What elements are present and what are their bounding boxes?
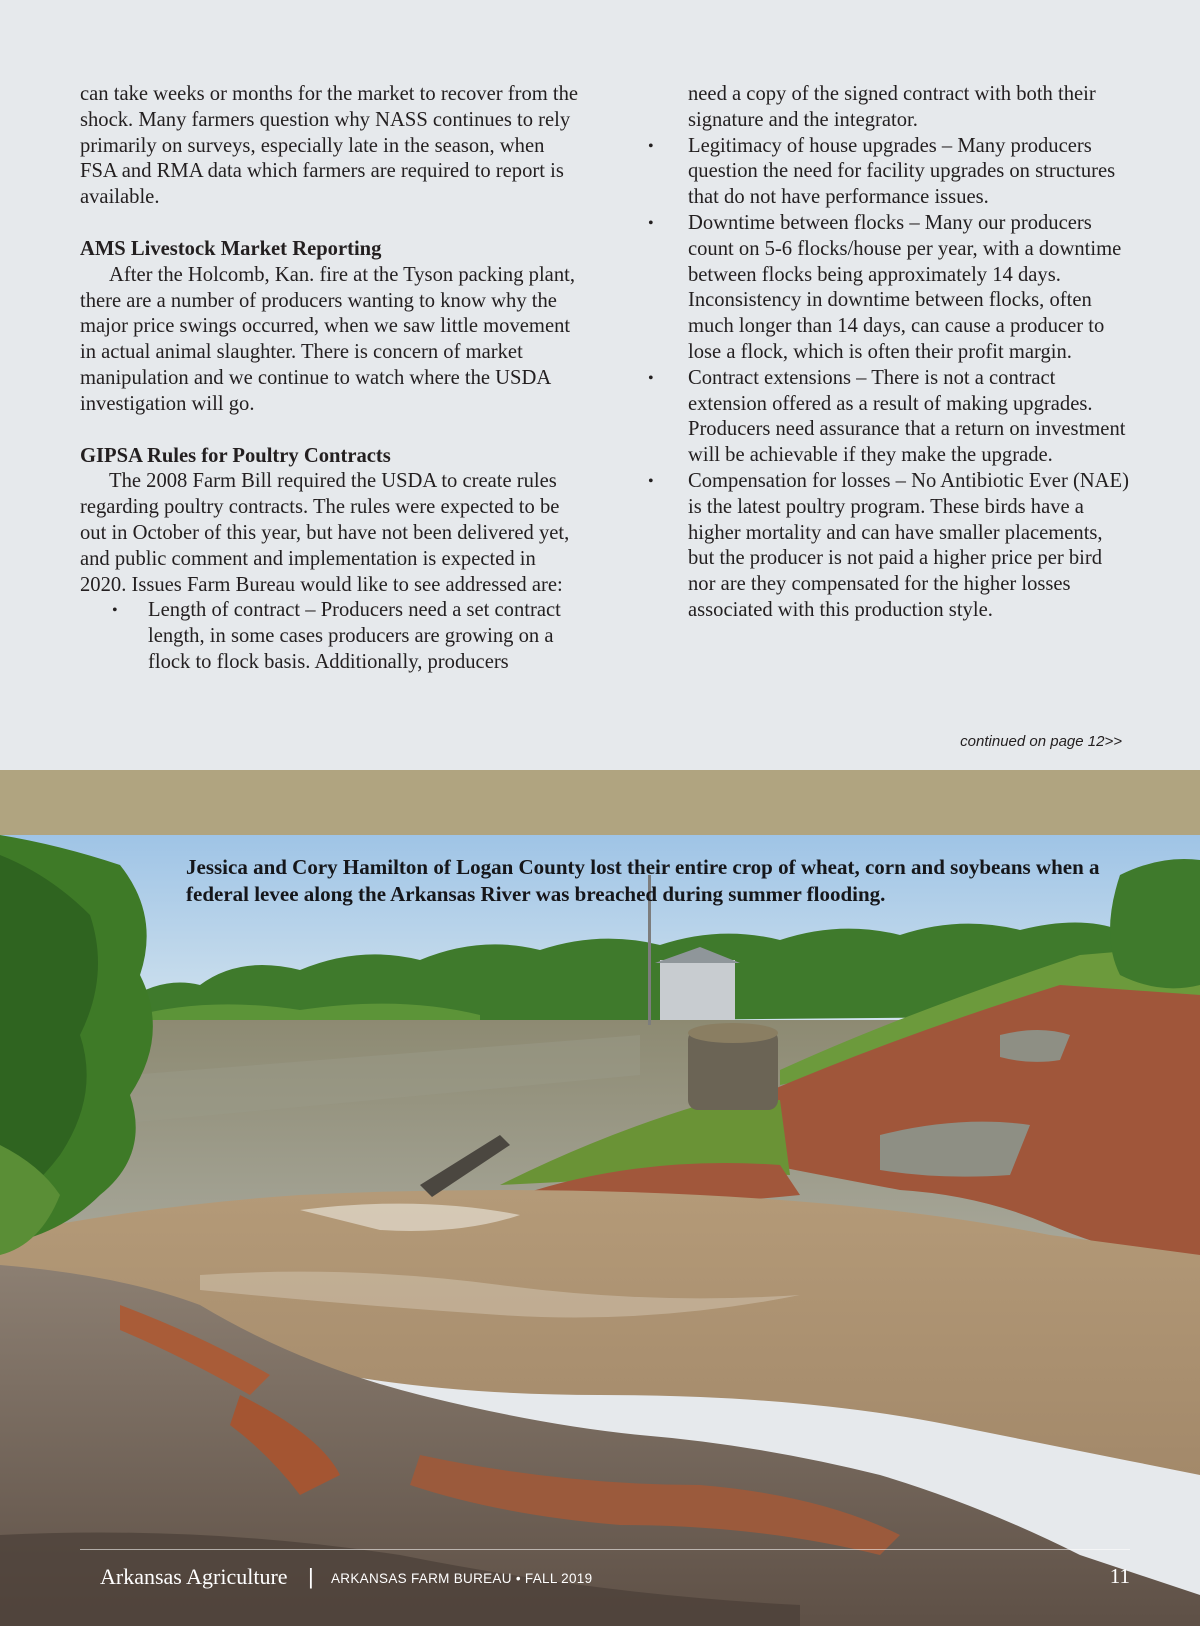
left-bullet-list	[80, 598, 580, 675]
list-item: • Compensation for losses – No Antibiotic Ever (NAE) is the latest poultry program. These birds have a higher mortality and can have smaller placements, but the producer is not paid a higher price per bird nor are they compensated for the higher losses associated with this production style.	[648, 469, 1129, 621]
ams-heading: AMS Livestock Market Reporting	[80, 237, 382, 260]
photo-caption: Jessica and Cory Hamilton of Logan County lost their entire crop of wheat, corn and soybeans when a federal levee along the Arkansas River was breached during summer flooding.	[186, 855, 1100, 906]
page-footer	[100, 1564, 1130, 1598]
footer-separator: |	[308, 1564, 314, 1589]
bullet-icon: •	[648, 472, 654, 490]
intro-paragraph: can take weeks or months for the market to recover from the shock. Many farmers question why NASS continues to rely primarily on surveys, especially late in the season, when FSA and RMA data which farmers are required to report is available.	[80, 83, 579, 209]
gipsa-heading: GIPSA Rules for Poultry Contracts	[80, 444, 391, 467]
left-column	[80, 82, 580, 676]
bullet-icon: •	[648, 214, 654, 232]
bullet-icon: •	[648, 137, 654, 155]
list-item: • Legitimacy of house upgrades – Many producers question the need for facility upgrades on structures that do not have performance issues.	[648, 134, 1116, 209]
bullet-icon: •	[648, 369, 654, 387]
levee-breach-photo	[0, 835, 1200, 1626]
list-item-continuation: need a copy of the signed contract with both their signature and the integrator.	[688, 83, 1096, 131]
right-bullet-list	[640, 82, 1130, 624]
magazine-title: Arkansas Agriculture	[100, 1564, 288, 1589]
footer-rule	[80, 1549, 1130, 1550]
bullet-icon: •	[112, 602, 118, 620]
publication-issue: ARKANSAS FARM BUREAU • FALL 2019	[331, 1571, 593, 1586]
gipsa-paragraph: The 2008 Farm Bill required the USDA to create rules regarding poultry contracts. The rules were expected to be out in October of this year, but have not been delivered yet, and public comment and implementation is expected in 2020. Issues Farm Bureau would like to see addressed are:	[80, 470, 570, 596]
page-number: 11	[1109, 1564, 1130, 1588]
divider-band	[0, 770, 1200, 835]
list-item: • Length of contract – Producers need a set contract length, in some cases producers are growing on a flock to flock basis. Additionally, producers	[112, 599, 561, 673]
right-column	[640, 82, 1130, 624]
list-item: • Downtime between flocks – Many our producers count on 5-6 flocks/house per year, with a downtime between flocks being approximately 14 days. Inconsistency in downtime between flocks, often much longer than 14 days, can cause a producer to lose a flock, which is often their profit margin.	[648, 211, 1122, 363]
list-item: • Contract extensions – There is not a contract extension offered as a result of making upgrades. Producers need assurance that a return on investment will be achievable if they make the upgrade.	[648, 366, 1126, 467]
article-section	[0, 0, 1200, 770]
continued-link[interactable]: continued on page 12>>	[960, 733, 1122, 750]
ams-paragraph: After the Holcomb, Kan. fire at the Tyson packing plant, there are a number of producers wanting to know why the major price swings occurred, when we saw little movement in actual animal slaughter. There is concern of market manipulation and we continue to watch where the USDA investigation will go.	[80, 263, 575, 415]
